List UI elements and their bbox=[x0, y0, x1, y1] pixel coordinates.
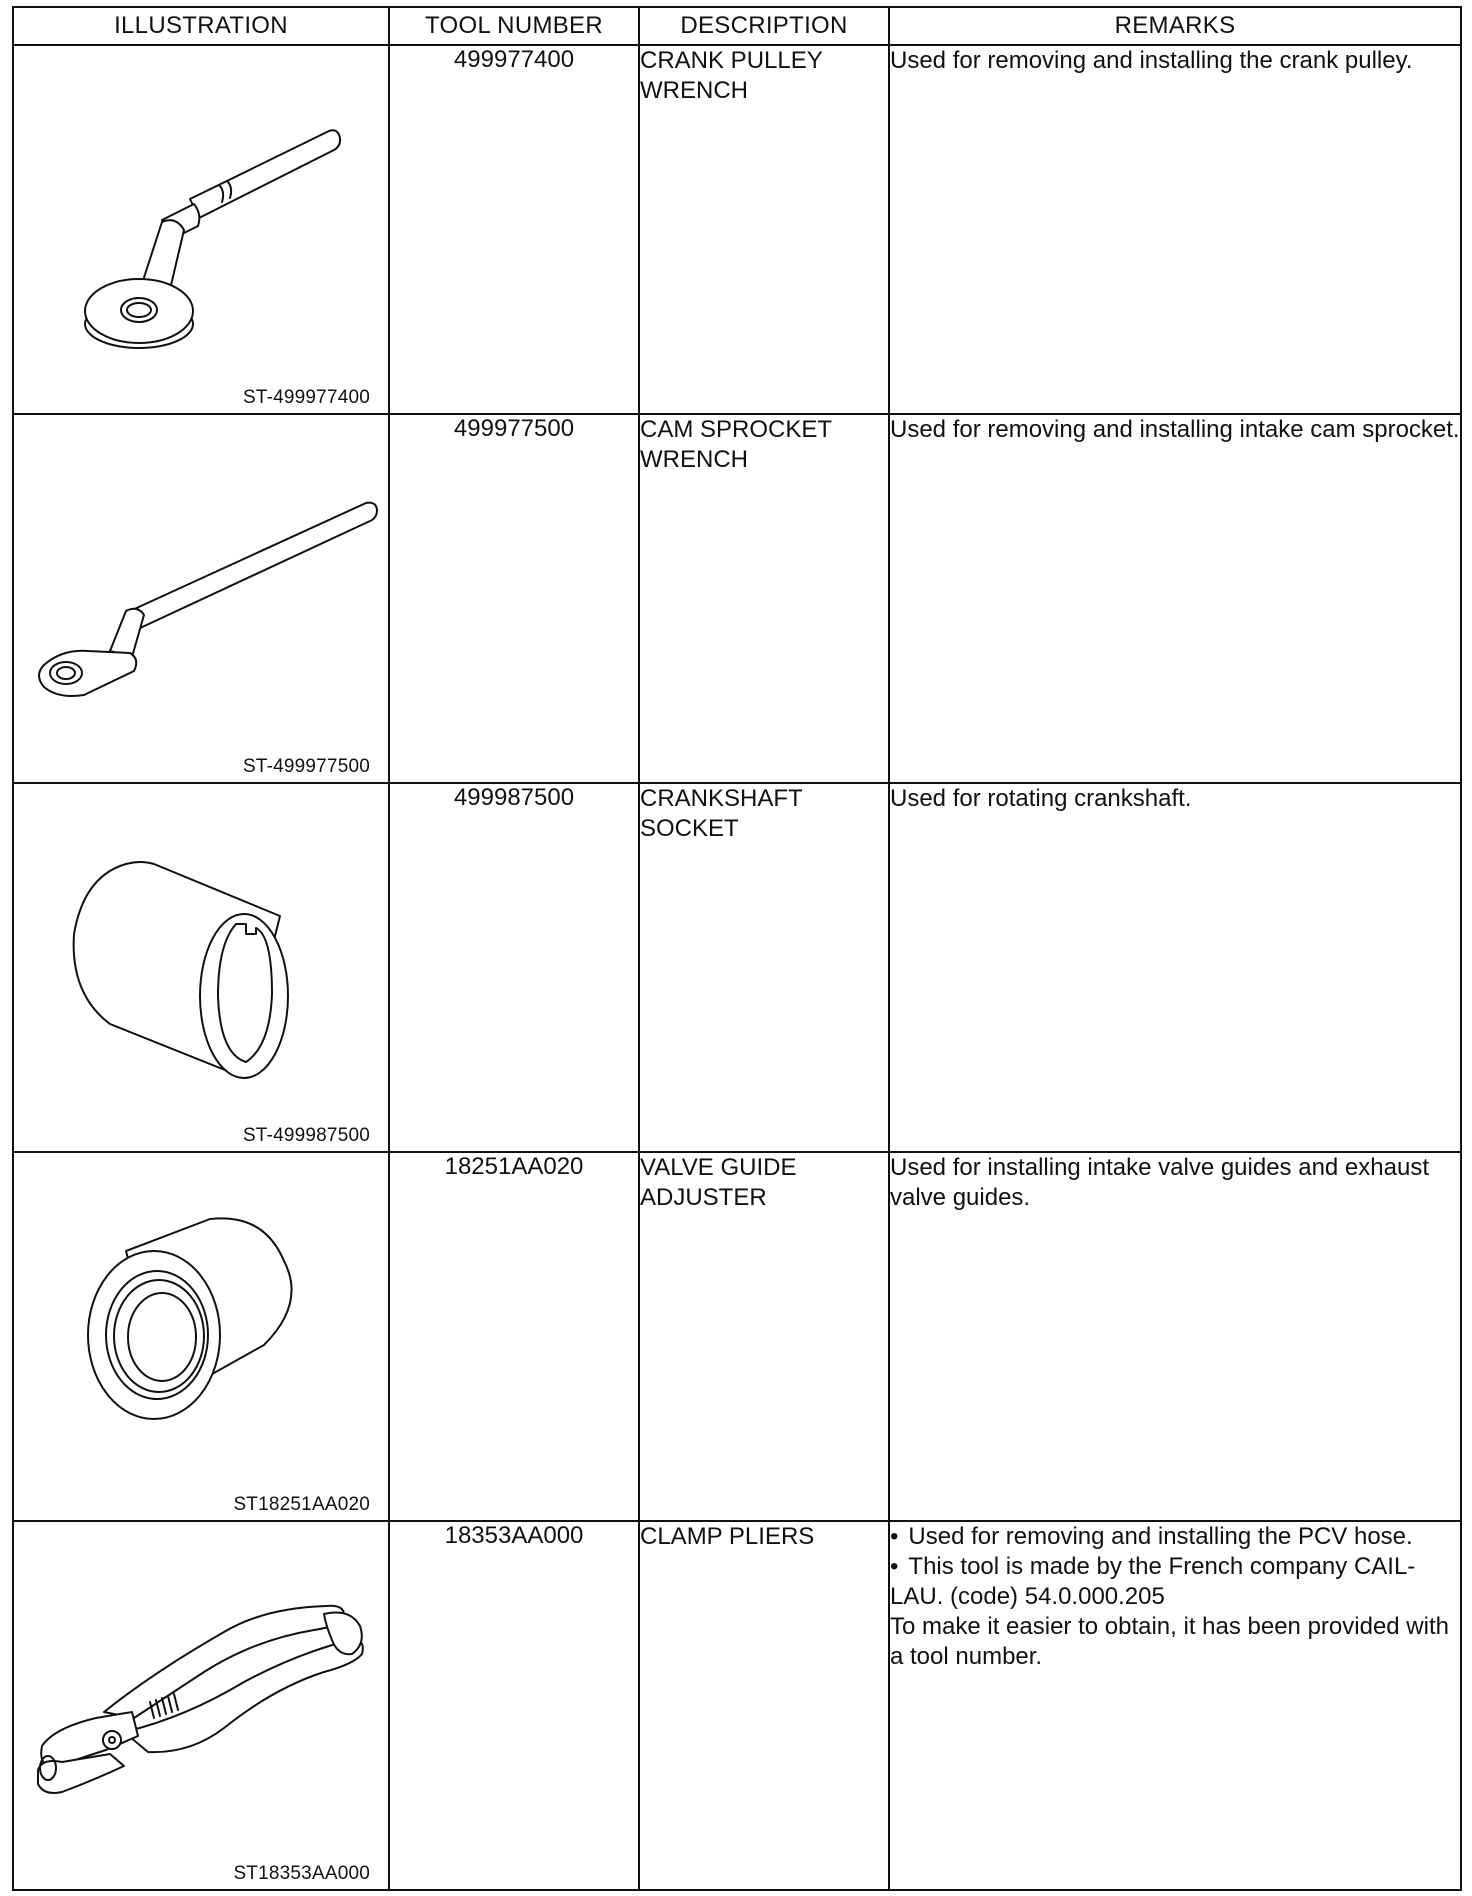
description-text: CLAMP PLIERS bbox=[640, 1523, 815, 1550]
description-text: CAM SPROCKET WRENCH bbox=[640, 416, 832, 473]
header-remarks: REMARKS bbox=[889, 7, 1461, 45]
remark-line: Used for rotating crankshaft. bbox=[890, 785, 1192, 812]
table-row bbox=[13, 783, 1461, 1152]
remarks-cell bbox=[889, 783, 1461, 1152]
header-tool-number: TOOL NUMBER bbox=[389, 7, 639, 45]
illustration-cell bbox=[13, 1152, 389, 1521]
remark-line: Used for installing intake valve guides and exhaust valve guides. bbox=[890, 1154, 1429, 1211]
remark-line: Used for removing and installing intake cam sprocket. bbox=[890, 416, 1460, 443]
table-row bbox=[13, 414, 1461, 783]
valve-guide-adjuster-icon bbox=[14, 1153, 390, 1520]
tool-number-cell: 18353AA000 bbox=[389, 1521, 639, 1890]
illustration-cell bbox=[13, 45, 389, 414]
tool-number-cell: 499977400 bbox=[389, 45, 639, 414]
illustration-code: ST-499977500 bbox=[242, 756, 370, 777]
description-text: CRANK PULLEY WRENCH bbox=[640, 47, 823, 104]
illustration-cell bbox=[13, 414, 389, 783]
illustration-cell bbox=[13, 1521, 389, 1890]
header-description: DESCRIPTION bbox=[639, 7, 889, 45]
table-row bbox=[13, 1152, 1461, 1521]
tool-number-cell: 18251AA020 bbox=[389, 1152, 639, 1521]
cam-sprocket-wrench-icon bbox=[14, 415, 390, 782]
illustration-code: ST-499977400 bbox=[242, 387, 370, 408]
crankshaft-socket-icon bbox=[14, 784, 390, 1151]
description-text: VALVE GUIDE ADJUSTER bbox=[640, 1154, 797, 1211]
remark-bullet: • Used for removing and installing the PCV hose. bbox=[890, 1522, 1460, 1552]
table-row bbox=[13, 45, 1461, 414]
special-tools-table bbox=[12, 6, 1462, 1891]
crank-pulley-wrench-icon bbox=[14, 46, 390, 413]
description-text: CRANKSHAFT SOCKET bbox=[640, 785, 803, 842]
table-row bbox=[13, 1521, 1461, 1890]
description-cell bbox=[639, 1152, 889, 1521]
remarks-cell bbox=[889, 45, 1461, 414]
clamp-pliers-icon bbox=[14, 1522, 390, 1889]
remarks-cell bbox=[889, 1152, 1461, 1521]
remark-line: Used for removing and installing the crank pulley. bbox=[890, 47, 1413, 74]
illustration-code: ST18251AA020 bbox=[233, 1494, 370, 1515]
description-cell bbox=[639, 414, 889, 783]
remarks-cell bbox=[889, 1521, 1461, 1890]
tool-number-cell: 499987500 bbox=[389, 783, 639, 1152]
header-illustration: ILLUSTRATION bbox=[13, 7, 389, 45]
description-cell bbox=[639, 1521, 889, 1890]
description-cell bbox=[639, 45, 889, 414]
remarks-cell bbox=[889, 414, 1461, 783]
illustration-code: ST18353AA000 bbox=[233, 1863, 370, 1884]
illustration-code: ST-499987500 bbox=[242, 1125, 370, 1146]
remark-line: To make it easier to obtain, it has been provided with a tool number. bbox=[890, 1613, 1449, 1670]
tool-number-cell: 499977500 bbox=[389, 414, 639, 783]
remark-bullet: • This tool is made by the French company CAIL-LAU. (code) 54.0.000.205 bbox=[890, 1552, 1460, 1612]
illustration-cell bbox=[13, 783, 389, 1152]
description-cell bbox=[639, 783, 889, 1152]
table-header-row bbox=[13, 7, 1461, 45]
